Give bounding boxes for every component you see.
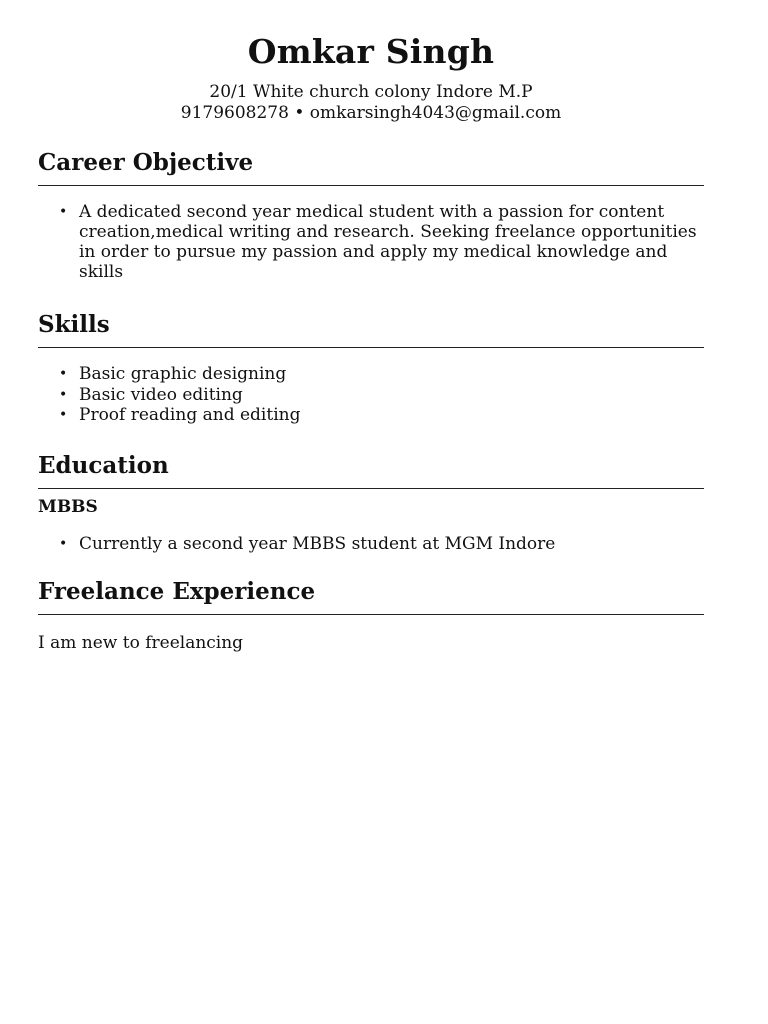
list-item xyxy=(59,202,704,282)
address-line: 20/1 White church colony Indore M.P xyxy=(209,82,533,102)
section-title-education: Education xyxy=(38,451,704,489)
candidate-name: Omkar Singh xyxy=(247,32,495,71)
degree-title: MBBS xyxy=(38,497,98,517)
resume-header xyxy=(38,0,704,124)
bullet-icon: • xyxy=(59,407,68,423)
education-section xyxy=(38,451,704,554)
skills-section xyxy=(38,310,704,425)
bullet-icon: • xyxy=(59,204,68,220)
bullet-icon: • xyxy=(59,386,68,403)
list-item-text: Proof reading and editing xyxy=(79,405,301,425)
list-item-text: A dedicated second year medical student with a passion for content creation,medical writing and research. Seeking freelance opportunities in order to pursue my passion and apply my medical knowledge and skills xyxy=(79,202,697,282)
contact-separator: • xyxy=(294,103,305,123)
phone-number: 9179608278 xyxy=(180,103,289,123)
list-item xyxy=(59,364,704,384)
section-title-skills: Skills xyxy=(38,310,704,348)
list-item-text: Currently a second year MBBS student at MGM Indore xyxy=(79,534,556,554)
section-title-freelance-experience: Freelance Experience xyxy=(38,577,704,615)
freelance-experience-section xyxy=(38,577,704,653)
section-title-career-objective: Career Objective xyxy=(38,148,704,186)
career-objective-section xyxy=(38,148,704,282)
bullet-icon: • xyxy=(59,366,68,382)
skills-list xyxy=(38,364,704,425)
freelance-experience-text: I am new to freelancing xyxy=(38,633,244,653)
bullet-icon: • xyxy=(59,536,68,552)
education-list xyxy=(38,534,704,554)
resume-page xyxy=(38,0,704,653)
list-item xyxy=(59,534,704,554)
list-item xyxy=(59,405,704,425)
list-item xyxy=(59,384,704,405)
contact-line xyxy=(38,103,704,124)
list-item-text: Basic graphic designing xyxy=(79,364,287,384)
list-item-text: Basic video editing xyxy=(79,384,243,405)
career-objective-list xyxy=(38,202,704,282)
email-address: omkarsingh4043@gmail.com xyxy=(309,103,562,123)
